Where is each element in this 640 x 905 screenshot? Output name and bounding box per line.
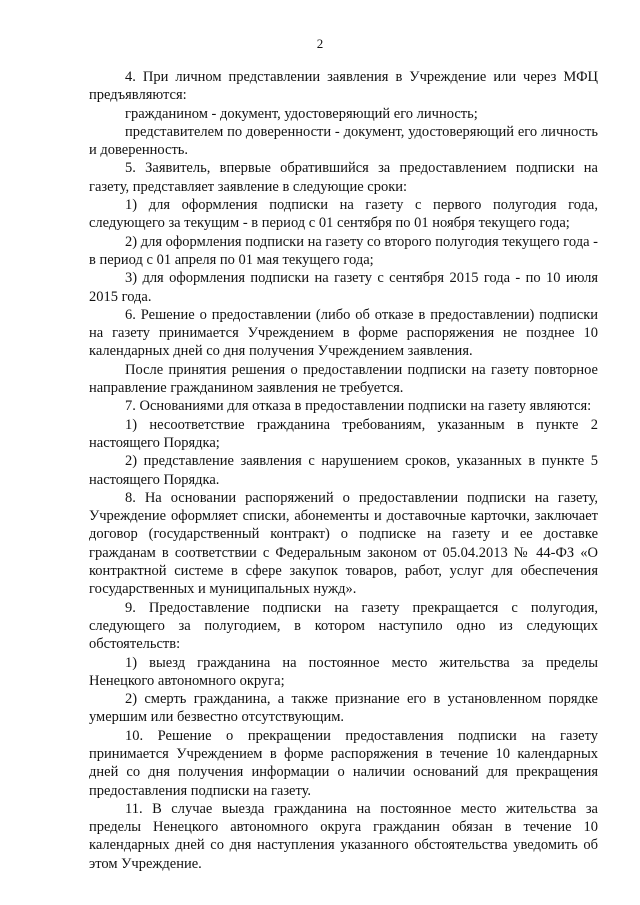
- paragraph-7-item-1: 1) несоответствие гражданина требованиям, указанным в пункте 2 настоящего Порядка;: [89, 416, 598, 451]
- paragraph-7-item-2: 2) представление заявления с нарушением сроков, указанных в пункте 5 настоящего Порядка.: [89, 453, 598, 488]
- paragraph-9-item-1: 1) выезд гражданина на постоянное место жительства за пределы Ненецкого автономного округа;: [89, 654, 598, 689]
- paragraph-11: 11. В случае выезда гражданина на постоянное место жительства за пределы Ненецкого автономного округа гражданин обязан в течение 10 календарных дней со дня наступления указанного обстоятельства уведомить об этом Учреждение.: [89, 800, 598, 872]
- paragraph-10: 10. Решение о прекращении предоставления подписки на газету принимается Учреждением в форме распоряжения в течение 10 календарных дней со дня получения информации о наличии оснований для прекращения предоставления подписки на газету.: [89, 727, 598, 799]
- page-number: 2: [316, 36, 324, 51]
- paragraph-7: 7. Основаниями для отказа в предоставлении подписки на газету являются:: [125, 398, 592, 415]
- paragraph-5-item-3: 3) для оформления подписки на газету с сентября 2015 года - по 10 июля 2015 года.: [89, 270, 598, 305]
- paragraph-6-continuation: После принятия решения о предоставлении подписки на газету повторное направление гражданином заявления не требуется.: [89, 361, 598, 397]
- paragraph-5-item-2: 2) для оформления подписки на газету со второго полугодия текущего года - в период с 01 апреля по 01 мая текущего года;: [89, 233, 598, 268]
- paragraph-5: 5. Заявитель, впервые обратившийся за предоставлением подписки на газету, представляет заявление в следующие сроки:: [89, 160, 598, 195]
- paragraph-9: 9. Предоставление подписки на газету прекращается с полугодия, следующего за полугодием, в котором наступило одно из следующих обстоятельств:: [89, 599, 598, 653]
- paragraph-9-item-2: 2) смерть гражданина, а также признание его в установленном порядке умершим или безвестно отсутствующим.: [89, 691, 598, 726]
- document-body: [89, 68, 598, 873]
- paragraph-4-item-citizen: гражданином - документ, удостоверяющий его личность;: [125, 105, 478, 122]
- paragraph-8: 8. На основании распоряжений о предоставлении подписки на газету, Учреждение оформляет списки, абонементы и доставочные карточки, заключает договор (государственный контракт) о подписке на газету и ее доставке гражданам в соответствии с Федеральным законом от 05.04.2013 № 44-ФЗ «О контрактной системе в сфере закупок товаров, работ, услуг для обеспечения государственных и муниципальных нужд».: [89, 489, 598, 598]
- paragraph-6: 6. Решение о предоставлении (либо об отказе в предоставлении) подписки на газету принимается Учреждением в форме распоряжения не позднее 10 календарных дней со дня получения Учреждением заявления.: [89, 306, 598, 360]
- paragraph-5-item-1: 1) для оформления подписки на газету с первого полугодия года, следующего за текущим - в период с 01 сентября по 01 ноября текущего года;: [89, 197, 598, 232]
- paragraph-4: 4. При личном представлении заявления в Учреждение или через МФЦ предъявляются:: [89, 69, 598, 104]
- paragraph-4-item-representative: представителем по доверенности - документ, удостоверяющий его личность и доверенность.: [89, 123, 598, 159]
